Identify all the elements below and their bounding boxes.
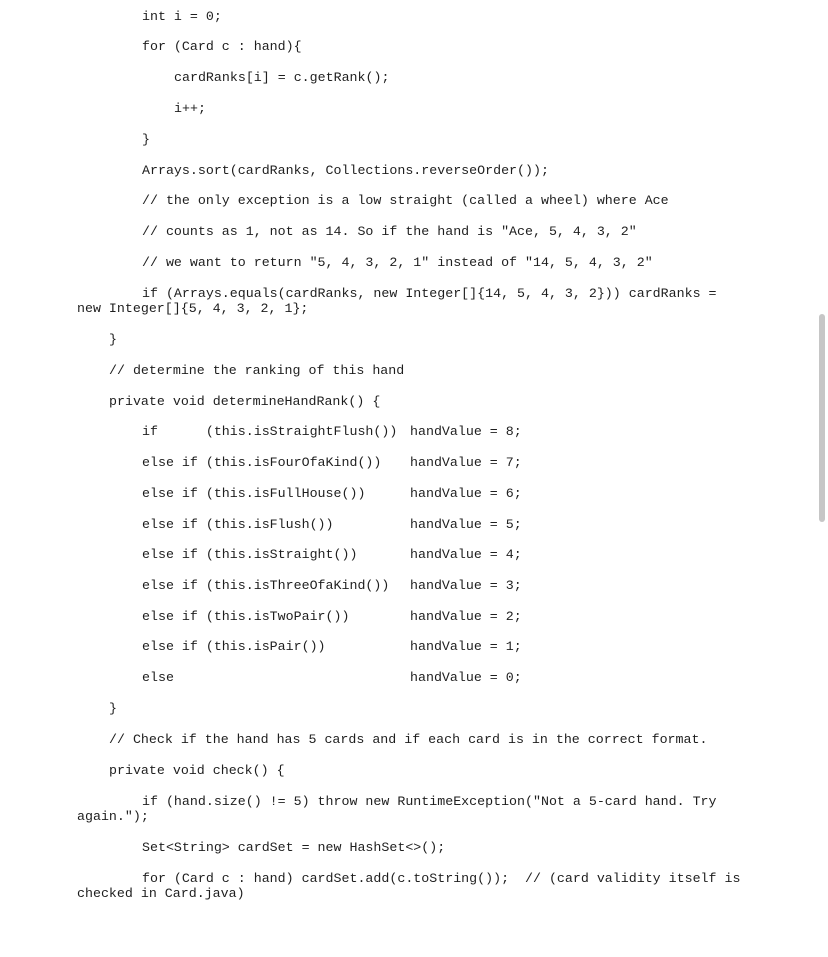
code-assignment: handValue = 0; — [410, 670, 522, 685]
code-condition: else if (this.isThreeOfaKind()) — [142, 578, 390, 593]
code-line: cardRanks[i] = c.getRank(); — [174, 70, 390, 85]
code-line: i++; — [174, 101, 206, 116]
code-line: if (Arrays.equals(cardRanks, new Integer[]{14, 5, 4, 3, 2})) cardRanks = — [142, 286, 717, 301]
code-line: for (Card c : hand) cardSet.add(c.toString()); // (card validity itself is — [142, 871, 741, 886]
code-line: if (hand.size() != 5) throw new RuntimeException("Not a 5-card hand. Try — [142, 794, 717, 809]
code-comment: // counts as 1, not as 14. So if the hand is "Ace, 5, 4, 3, 2" — [142, 224, 637, 239]
code-line: } — [109, 701, 117, 716]
code-condition: else if (this.isFlush()) — [142, 517, 334, 532]
code-comment: // Check if the hand has 5 cards and if each card is in the correct format. — [109, 732, 708, 747]
code-line-continuation: again."); — [77, 809, 149, 824]
code-line: } — [142, 132, 150, 147]
code-line-continuation: checked in Card.java) — [77, 886, 245, 901]
code-condition: else if (this.isPair()) — [142, 639, 326, 654]
code-condition: else if (this.isTwoPair()) — [142, 609, 350, 624]
code-assignment: handValue = 4; — [410, 547, 522, 562]
code-line: private void determineHandRank() { — [109, 394, 381, 409]
code-assignment: handValue = 2; — [410, 609, 522, 624]
code-line: Set<String> cardSet = new HashSet<>(); — [142, 840, 446, 855]
code-line: for (Card c : hand){ — [142, 39, 302, 54]
code-condition: if (this.isStraightFlush()) — [142, 424, 398, 439]
code-assignment: handValue = 1; — [410, 639, 522, 654]
code-condition: else — [142, 670, 174, 685]
code-assignment: handValue = 3; — [410, 578, 522, 593]
code-line: Arrays.sort(cardRanks, Collections.reverseOrder()); — [142, 163, 549, 178]
code-condition: else if (this.isFullHouse()) — [142, 486, 366, 501]
code-comment: // the only exception is a low straight (called a wheel) where Ace — [142, 193, 669, 208]
code-line-continuation: new Integer[]{5, 4, 3, 2, 1}; — [77, 301, 309, 316]
code-assignment: handValue = 7; — [410, 455, 522, 470]
code-comment: // determine the ranking of this hand — [109, 363, 405, 378]
vertical-scrollbar[interactable] — [816, 0, 828, 957]
code-assignment: handValue = 5; — [410, 517, 522, 532]
scrollbar-thumb[interactable] — [819, 314, 825, 522]
code-assignment: handValue = 6; — [410, 486, 522, 501]
code-line: private void check() { — [109, 763, 285, 778]
code-comment: // we want to return "5, 4, 3, 2, 1" instead of "14, 5, 4, 3, 2" — [142, 255, 653, 270]
code-line: } — [109, 332, 117, 347]
code-line: int i = 0; — [142, 9, 222, 24]
code-assignment: handValue = 8; — [410, 424, 522, 439]
code-condition: else if (this.isStraight()) — [142, 547, 358, 562]
code-condition: else if (this.isFourOfaKind()) — [142, 455, 382, 470]
